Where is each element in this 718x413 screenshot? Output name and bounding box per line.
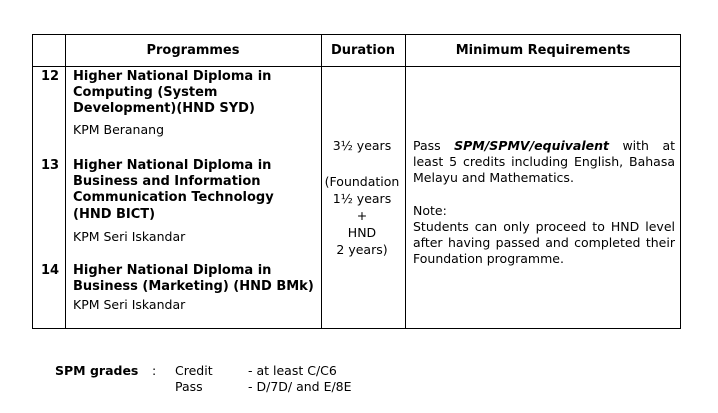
credit-label: Credit — [175, 363, 213, 378]
qualification-emphasis: SPM/SPMV/equivalent — [454, 138, 609, 153]
note-text: Students can only proceed to HND level after having passed and completed their Foundation programme. — [413, 219, 675, 266]
header-divider — [33, 66, 680, 67]
programme-number: 14 — [41, 263, 60, 278]
pass-label: Pass — [175, 379, 203, 394]
programme-location: KPM Seri Iskandar — [73, 297, 186, 312]
spm-grades-label: SPM grades — [55, 363, 139, 378]
pass-value: - D/7D/ and E/8E — [248, 379, 352, 394]
column-divider — [405, 35, 406, 328]
header-duration: Duration — [330, 43, 396, 58]
header-requirements: Minimum Requirements — [455, 43, 631, 58]
programme-location: KPM Seri Iskandar — [73, 229, 186, 244]
programme-title: Higher National Diploma in Computing (System Development)(HND SYD) — [73, 69, 272, 116]
programme-title: Higher National Diploma in Business and Information Communication Technology (HND BICT) — [73, 158, 274, 222]
duration-detail: (Foundation 1½ years + HND 2 years) — [324, 174, 400, 257]
note-label: Note: — [413, 203, 447, 218]
programme-table — [32, 34, 681, 329]
programme-location: KPM Beranang — [73, 122, 164, 137]
requirements-text: Pass SPM/SPMV/equivalent with at least 5 credits including English, Bahasa Melayu and Mathematics. — [413, 138, 676, 185]
programme-title: Higher National Diploma in Business (Marketing) (HND BMk) — [73, 263, 314, 294]
duration-main: 3½ years — [332, 138, 392, 153]
credit-value: - at least C/C6 — [248, 363, 337, 378]
spm-grades-colon: : — [152, 363, 157, 378]
programme-number: 12 — [41, 69, 60, 84]
programme-number: 13 — [41, 158, 60, 173]
column-divider — [65, 35, 66, 328]
header-programmes: Programmes — [146, 43, 240, 58]
